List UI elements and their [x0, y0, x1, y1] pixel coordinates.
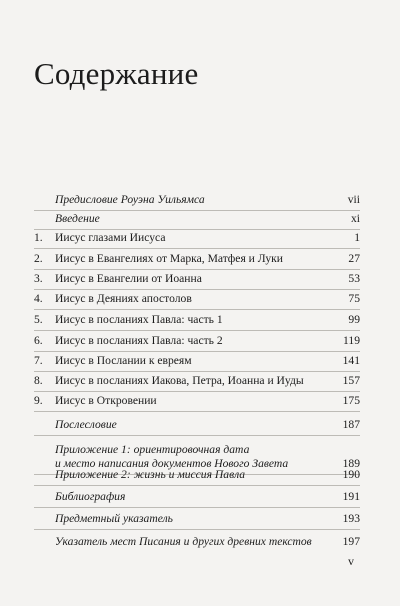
toc-divider — [34, 309, 360, 310]
toc-entry-page: 189 — [342, 457, 360, 470]
toc-divider — [34, 411, 360, 412]
toc-entry-page: vii — [347, 193, 360, 206]
toc-divider — [34, 248, 360, 249]
toc-entry-title: Иисус в Откровении — [55, 394, 157, 407]
toc-entry-title: Иисус в Евангелиях от Марка, Матфея и Луки — [55, 252, 283, 265]
toc-entry-title: Предисловие Роуэна Уильямса — [55, 193, 205, 206]
toc-entry-page: 53 — [348, 272, 360, 285]
toc-entry-title: Иисус глазами Иисуса — [55, 231, 166, 244]
toc-entry-title: Иисус в Послании к евреям — [55, 354, 192, 367]
toc-entry-title: Иисус в посланиях Павла: часть 1 — [55, 313, 223, 326]
toc-entry-number: 7. — [34, 354, 43, 367]
toc-entry-title: Приложение 1: ориентировочная дата — [55, 443, 250, 456]
toc-divider — [34, 269, 360, 270]
toc-entry-title: Иисус в посланиях Павла: часть 2 — [55, 334, 223, 347]
toc-entry-number: 1. — [34, 231, 43, 244]
toc-entry-page: 119 — [343, 334, 360, 347]
toc-divider — [34, 529, 360, 530]
toc-entry-page: 191 — [342, 490, 360, 503]
page-folio: v — [348, 554, 354, 568]
toc-divider — [34, 210, 360, 211]
toc-divider — [34, 435, 360, 436]
toc-entry-title-continued: и место написания документов Нового Завета — [55, 457, 289, 470]
toc-entry-page: 190 — [342, 468, 360, 481]
toc-entry-page: 75 — [348, 292, 360, 305]
toc-divider — [34, 229, 360, 230]
toc-entry-page: 99 — [348, 313, 360, 326]
page-title: Содержание — [34, 56, 199, 91]
toc-entry-page: 27 — [348, 252, 360, 265]
toc-divider — [34, 485, 360, 486]
toc-entry-page: xi — [350, 212, 360, 225]
toc-entry-page: 1 — [354, 231, 360, 244]
toc-entry-title: Иисус в Евангелии от Иоанна — [55, 272, 202, 285]
toc-divider — [34, 391, 360, 392]
toc-entry-title: Введение — [55, 212, 100, 225]
toc-entry-page: 187 — [342, 418, 360, 431]
toc-entry-title: Послесловие — [55, 418, 117, 431]
toc-entry-title: Предметный указатель — [55, 512, 173, 525]
toc-entry-number: 9. — [34, 394, 43, 407]
toc-entry-number: 5. — [34, 313, 43, 326]
toc-divider — [34, 351, 360, 352]
toc-entry-page: 141 — [342, 354, 360, 367]
toc-divider — [34, 289, 360, 290]
toc-divider — [34, 330, 360, 331]
toc-entry-number: 3. — [34, 272, 43, 285]
toc-entry-page: 175 — [342, 394, 360, 407]
toc-entry-title: Библиография — [55, 490, 126, 503]
toc-entry-number: 2. — [34, 252, 43, 265]
toc-entry-title: Иисус в посланиях Иакова, Петра, Иоанна и Иуды — [55, 374, 304, 387]
toc-entry-title: Иисус в Деяниях апостолов — [55, 292, 192, 305]
toc-entry-page: 157 — [342, 374, 360, 387]
toc-entry-title: Приложение 2: жизнь и миссия Павла — [55, 468, 246, 481]
toc-divider — [34, 371, 360, 372]
toc-entry-page: 197 — [342, 535, 360, 548]
toc-entry-number: 6. — [34, 334, 43, 347]
toc-entry-number: 4. — [34, 292, 43, 305]
toc-entry-number: 8. — [34, 374, 43, 387]
toc-entry-page: 193 — [342, 512, 360, 525]
toc-entry-title: Указатель мест Писания и других древних текстов — [55, 535, 312, 548]
toc-divider — [34, 507, 360, 508]
